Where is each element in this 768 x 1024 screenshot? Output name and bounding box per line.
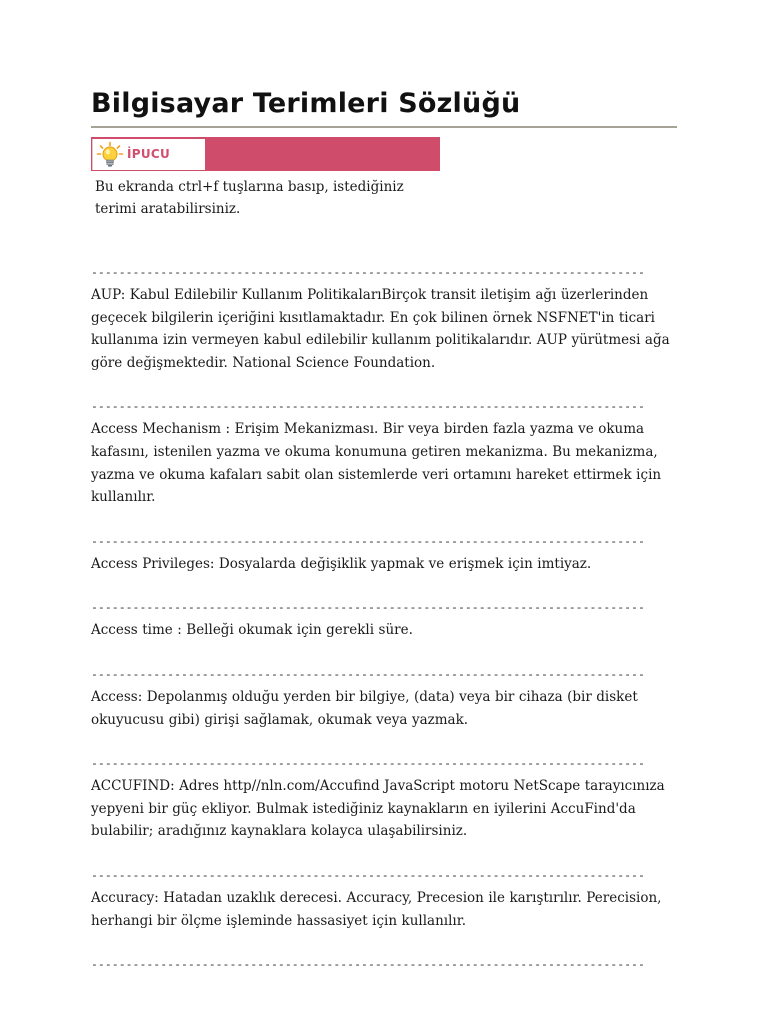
lightbulb-icon	[96, 141, 124, 169]
tip-label: İPUCU	[127, 147, 171, 161]
title-divider	[91, 126, 677, 128]
entry-separator: --------------------------------------------------------------------------------	[91, 666, 645, 681]
entry-definition: Access: Depolanmış olduğu yerden bir bilgiye, (data) veya bir cihaza (bir disket okuyucusu gibi) girişi sağlamak, okumak veya yazmak.	[91, 688, 638, 728]
entry-definition: Access Mechanism : Erişim Mekanizması. Bir veya birden fazla yazma ve okuma kafasını, istenilen yazma ve okuma konumuna getiren mekanizma. Bu mekanizma, yazma ve okuma kafaları sabit olan sistemlerde veri ortamını hareket ettirmek için kullanılır.	[91, 421, 662, 506]
entry-definition: AUP: Kabul Edilebilir Kullanım PolitikalarıBirçok transit iletişim ağı üzerlerinden geçecek bilgilerin içeriğini kısıtlamaktadır. En çok bilinen örnek NSFNET'in ticari kullanıma izin vermeyen kabul edilebilir kullanım politikalarıdır. AUP yürütmesi ağa göre değişmektedir. National Science Foundation.	[91, 287, 670, 371]
entry-definition: Access time : Belleği okumak için gerekli süre.	[91, 622, 413, 639]
entry-separator: --------------------------------------------------------------------------------	[91, 533, 645, 548]
page-title: Bilgisayar Terimleri Sözlüğü	[91, 88, 521, 119]
glossary-entry	[91, 865, 681, 932]
tip-banner	[91, 137, 440, 171]
entry-definition: Accuracy: Hatadan uzaklık derecesi. Accuracy, Precesion ile karıştırılır. Perecision, herhangi bir ölçme işleminde hassasiyet için kullanılır.	[91, 889, 662, 929]
glossary-entry	[91, 664, 681, 731]
glossary-entry	[91, 531, 681, 576]
entry-separator: --------------------------------------------------------------------------------	[91, 756, 645, 771]
entry-separator: --------------------------------------------------------------------------------	[91, 399, 645, 414]
entry-definition: ACCUFIND: Adres http//nln.com/Accufind JavaScript motoru NetScape tarayıcınıza yepyeni bir güç ekliyor. Bulmak istediğiniz kaynakların en iyilerini AccuFind'da bulabilir; aradığınız kaynaklara kolayca ulaşabilirsiniz.	[91, 778, 665, 840]
glossary-entries	[91, 262, 681, 974]
entry-separator: --------------------------------------------------------------------------------	[91, 867, 645, 882]
glossary-entry	[91, 396, 681, 508]
tip-text: Bu ekranda ctrl+f tuşlarına basıp, istediğiniz terimi aratabilirsiniz.	[95, 179, 404, 217]
tip-label-box	[92, 139, 205, 170]
entry-definition: Access Privileges: Dosyalarda değişiklik yapmak ve erişmek için imtiyaz.	[91, 555, 592, 572]
entry-separator: --------------------------------------------------------------------------------	[91, 957, 645, 972]
glossary-entry	[91, 753, 681, 843]
glossary-entry	[91, 597, 681, 642]
entry-separator: --------------------------------------------------------------------------------	[91, 600, 645, 615]
glossary-entry	[91, 262, 681, 374]
entry-separator: --------------------------------------------------------------------------------	[91, 265, 645, 279]
